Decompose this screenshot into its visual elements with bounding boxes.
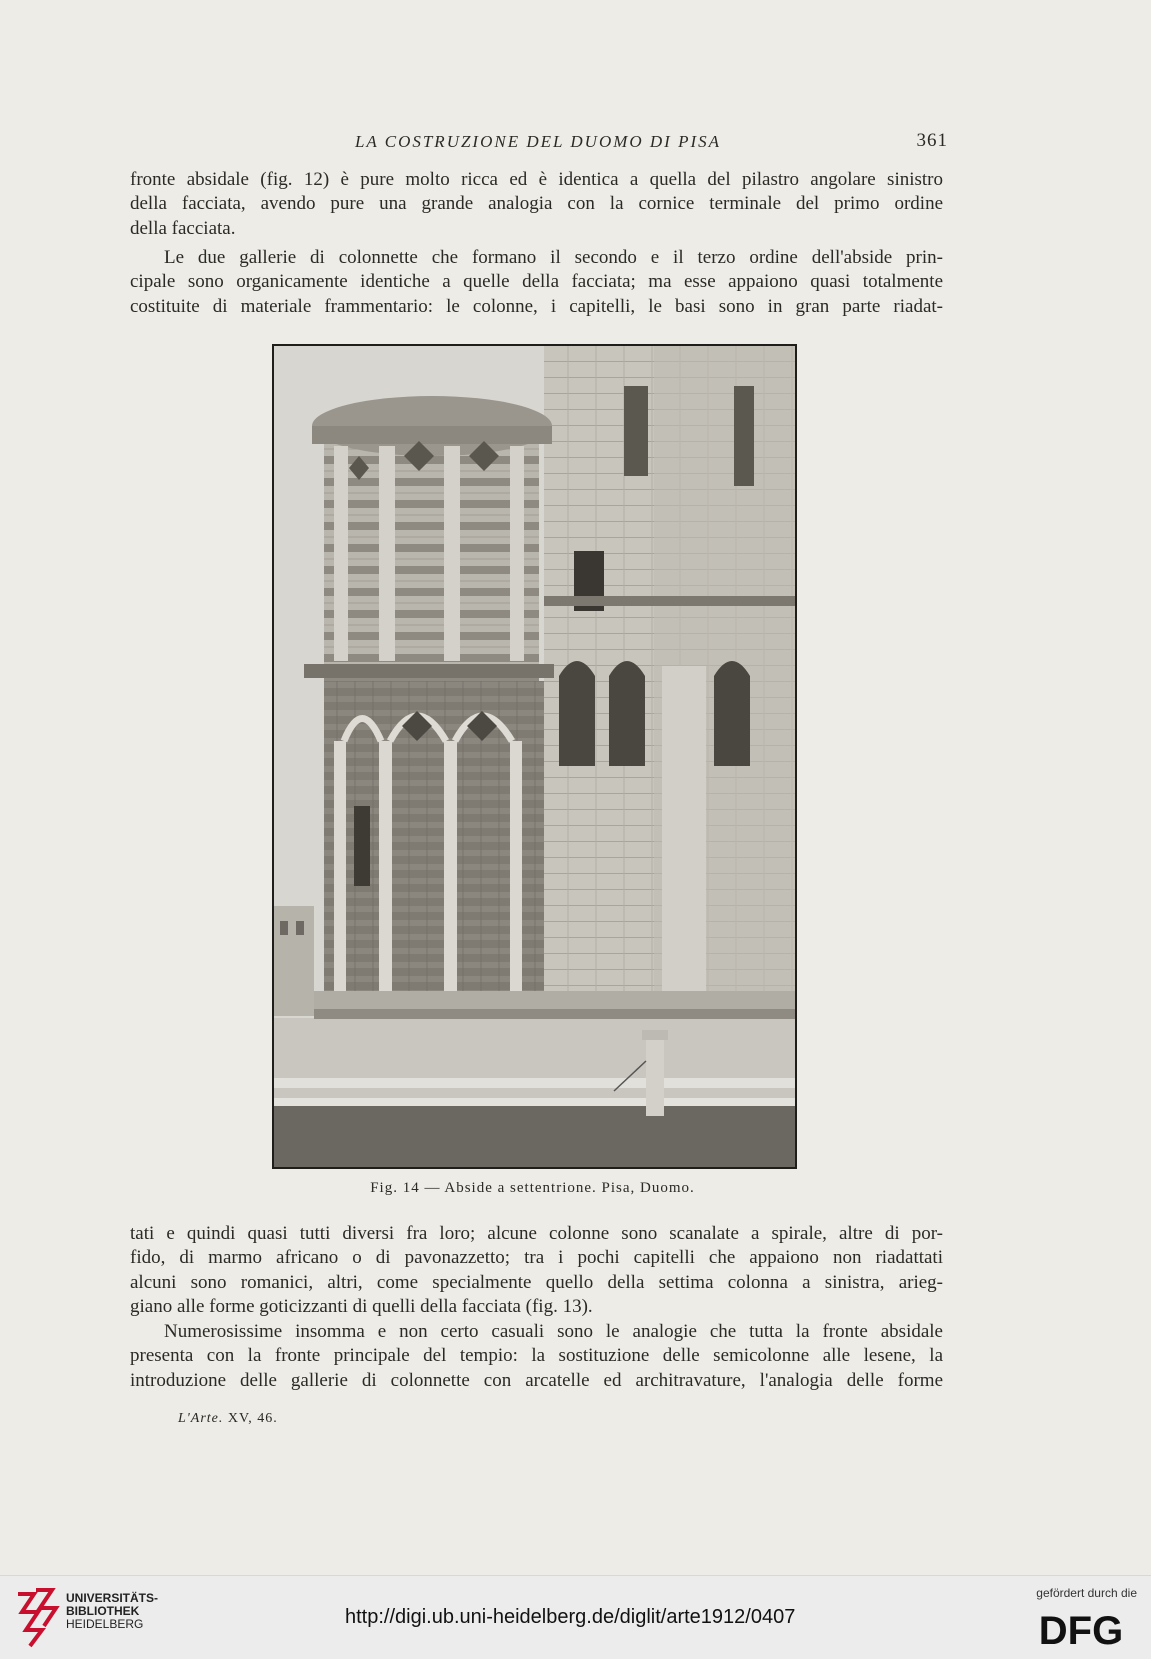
- text-line: giano alle forme goticizzanti di quelli della facciata (fig. 13).: [130, 1295, 593, 1317]
- running-head: [128, 128, 948, 158]
- text-line: fronte absidale (fig. 12) è pure molto ricca ed è identica a quella del pilastro angolare sinistro: [130, 169, 943, 190]
- text-line: fido, di marmo africano o di pavonazzetto; tra i pochi capitelli che appaiono non riadattati: [130, 1247, 943, 1269]
- running-title: LA COSTRUZIONE DEL DUOMO DI PISA: [354, 132, 722, 151]
- library-name-line: HEIDELBERG: [66, 1617, 144, 1631]
- text-line: della facciata.: [130, 217, 236, 239]
- text-line: della facciata, avendo pure una grande analogia con la cornice terminale del primo ordine: [130, 193, 943, 215]
- funded-by-label: gefördert durch die: [1036, 1586, 1137, 1600]
- dfg-logo-text: DFG: [1038, 1609, 1124, 1650]
- university-library-logo-icon: [12, 1586, 60, 1648]
- page-number: 361: [916, 130, 948, 151]
- text-line: alcuni sono romanici, altri, come specialmente quello della settima colonna a sinistra, arieg-: [130, 1271, 943, 1293]
- text-line: cipale sono organicamente identiche a quelle della facciata; ma esse appaiono quasi totalmente: [130, 271, 943, 293]
- paragraph-4: [130, 1320, 943, 1393]
- library-name-line: BIBLIOTHEK: [66, 1604, 140, 1618]
- text-line: costituite di materiale frammentario: le colonne, i capitelli, le basi sono in gran parte riadat-: [130, 295, 943, 317]
- university-library-name: [66, 1592, 158, 1631]
- permalink-url[interactable]: http://digi.ub.uni-heidelberg.de/diglit/arte1912/0407: [345, 1606, 796, 1628]
- figure-photograph: [272, 344, 797, 1169]
- journal-name: L'Arte.: [178, 1411, 224, 1426]
- paragraph-1: [130, 168, 943, 241]
- text-line: Numerosissime insomma e non certo casuali sono le analogie che tutta la fronte absidale: [164, 1321, 943, 1342]
- footer-signature: [178, 1411, 278, 1427]
- paragraph-2: [130, 246, 943, 319]
- paragraph-3: [130, 1222, 943, 1319]
- text-line: presenta con la fronte principale del tempio: la sostituzione delle semicolonne alle lesene, la: [130, 1345, 943, 1367]
- figure-caption: Fig. 14 — Abside a settentrione. Pisa, Duomo.: [370, 1180, 695, 1196]
- apse-photo-illustration: [274, 346, 795, 1167]
- journal-volume: XV, 46.: [227, 1411, 278, 1426]
- dfg-logo-icon: [1025, 1606, 1137, 1650]
- text-line: tati e quindi quasi tutti diversi fra loro; alcune colonne sono scanalate a spirale, altre di por-: [130, 1223, 943, 1244]
- text-line: introduzione delle gallerie di colonnette con arcatelle ed architravature, l'analogia delle forme: [130, 1369, 943, 1391]
- library-name-line: UNIVERSITÄTS-: [66, 1591, 159, 1605]
- bottom-bar: [0, 1575, 1151, 1659]
- text-line: Le due gallerie di colonnette che formano il secondo e il terzo ordine dell'abside prin-: [164, 247, 943, 268]
